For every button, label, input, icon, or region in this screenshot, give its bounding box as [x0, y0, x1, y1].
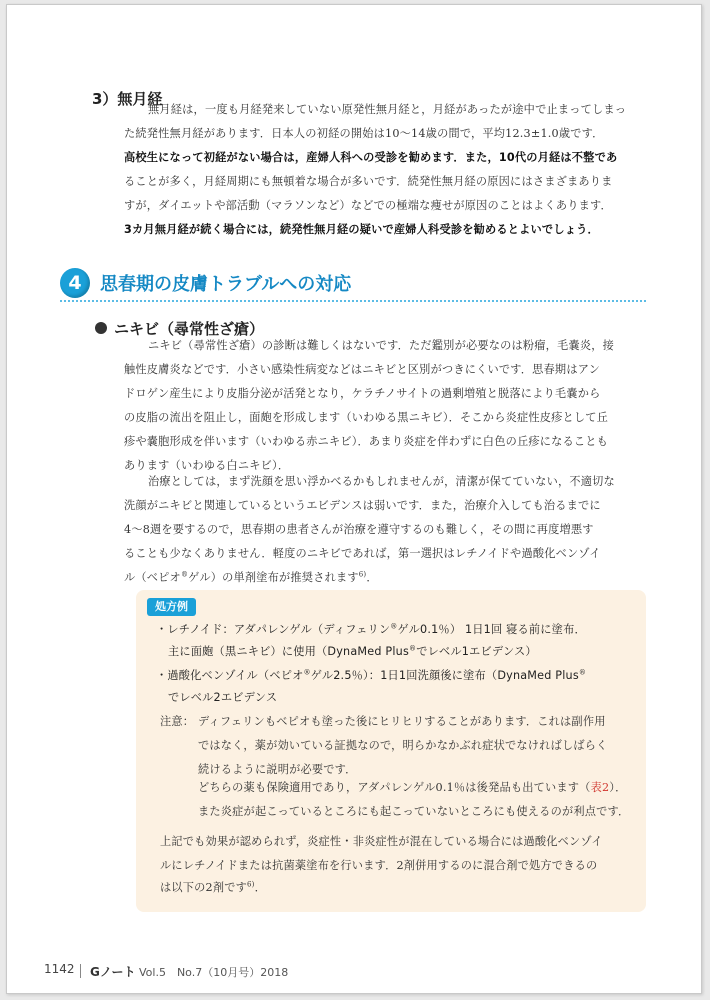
text-segment: 主に面皰（黒ニキビ）に使用（DynaMed Plus — [168, 645, 409, 658]
issue-info: Vol.5 No.7（10月号）2018 — [139, 966, 289, 979]
prescription-item: でレベル2エビデンス — [168, 691, 278, 704]
subsection-heading-acne: ニキビ（尋常性ざ瘡） — [114, 320, 265, 338]
footer-magazine — [90, 963, 288, 980]
text-segment: は以下の2剤です — [160, 881, 248, 894]
footer-divider — [80, 964, 81, 978]
note-line: 続けるように説明が必要です． — [198, 763, 357, 776]
text-segment: ・レチノイド：アダパレンゲル（ディフェリン — [156, 623, 391, 636]
paragraph-line: ることも少なくありません．軽度のニキビであれば，第一選択はレチノイドや過酸化ベンゾイ — [124, 547, 601, 560]
reference-mark: 6) — [358, 570, 367, 579]
paragraph-line: の皮脂の流出を阻止し，面皰を形成します（いわゆる黒ニキビ）．そこから炎症性皮疹として丘 — [124, 411, 609, 424]
registered-mark: ® — [303, 668, 311, 677]
text-segment: でレベル1エビデンス） — [416, 645, 537, 658]
note-line: ではなく，薬が効いている証拠なので，明らかなかぶれ症状でなければしばらく — [198, 739, 608, 752]
paragraph-line: すが，ダイエットや部活動（マラソンなど）などでの極端な痩せが原因のことはよくあります． — [124, 199, 612, 212]
paragraph-line: あります（いわゆる白ニキビ）． — [124, 459, 290, 472]
section-number-badge: 4 — [60, 268, 90, 298]
prescription-item — [156, 664, 586, 688]
text-segment: どちらの薬も保険適用であり，アダパレンゲル0.1％は後発品も出ています（ — [198, 781, 591, 794]
text-segment: ゲル0.1％） 1日1回 寝る前に塗布． — [397, 623, 586, 636]
paragraph-line: 無月経は，一度も月経発来していない原発性無月経と，月経があったが途中で止まってしまっ — [148, 103, 627, 116]
text-segment: ゲル2.5％）：1日1回洗顔後に塗布（DynaMed Plus — [310, 669, 579, 682]
paragraph-line: 高校生になって初経がない場合は，産婦人科への受診を勧めます．また，10代の月経は不整であ — [124, 151, 618, 164]
section-divider — [60, 300, 646, 302]
magazine-title: Gノート — [90, 965, 136, 979]
registered-mark: ® — [180, 570, 189, 579]
text-segment: ． — [254, 881, 267, 894]
text-segment: ． — [366, 571, 378, 584]
paragraph-line: ドロゲン産生により皮脂分泌が活発となり，ケラチノサイトの過剰増殖と脱落により毛嚢から — [124, 387, 601, 400]
prescription-tag: 処方例 — [147, 598, 196, 616]
registered-mark: ® — [578, 668, 587, 677]
text-segment: ・過酸化ベンゾイル（ベピオ — [156, 669, 304, 682]
table-reference-link[interactable]: 表2 — [590, 781, 610, 794]
note-label: 注意： — [160, 715, 195, 728]
paragraph-line — [124, 566, 378, 590]
prescription-item — [168, 640, 537, 664]
note-line: ディフェリンもベピオも塗った後にヒリヒリすることがあります．これは副作用 — [198, 715, 606, 728]
paragraph-line: ルにレチノイドまたは抗菌薬塗布を行います．2剤併用するのに混合剤で処方できるの — [160, 859, 598, 872]
prescription-item — [156, 618, 586, 642]
text-segment: ）． — [609, 781, 627, 794]
note-line — [198, 776, 626, 800]
bullet-icon — [95, 322, 107, 334]
paragraph-line: 治療としては，まず洗顔を思い浮かべるかもしれませんが，清潔が保てていない，不適切な — [148, 475, 615, 488]
paragraph-line: 上記でも効果が認められず，炎症性・非炎症性が混在している場合には過酸化ベンゾイ — [160, 835, 603, 848]
text-segment: ル（ベピオ — [124, 571, 181, 584]
registered-mark: ® — [390, 622, 398, 631]
reference-mark: 6) — [247, 880, 255, 889]
subsection-heading: 3）無月経 — [92, 90, 163, 108]
paragraph-line: 疹や嚢胞形成を伴います（いわゆる赤ニキビ）．あまり炎症を伴わずに白色の丘疹になることも — [124, 435, 609, 448]
page-number: 1142 — [44, 962, 75, 976]
paragraph-line: た続発性無月経があります．日本人の初経の開始は10～14歳の間で，平均12.3±1.0歳です． — [124, 127, 604, 140]
paragraph-line: 触性皮膚炎などです．小さい感染性病変などはニキビと区別がつきにくいです．思春期はアン — [124, 363, 601, 376]
paragraph-line: 3カ月無月経が続く場合には，続発性無月経の疑いで産婦人科受診を勧めるとよいでしょう． — [124, 223, 599, 236]
registered-mark: ® — [408, 644, 417, 653]
section-title: 思春期の皮膚トラブルへの対応 — [100, 274, 352, 295]
paragraph-line: 4～8週を要するので，思春期の患者さんが治療を遵守するのも難しく，その間に再度増悪す — [124, 523, 594, 536]
paragraph-line — [160, 876, 266, 900]
paragraph-line: ニキビ（尋常性ざ瘡）の診断は難しくはないです．ただ鑑別が必要なのは粉瘤，毛嚢炎，接 — [148, 339, 614, 352]
note-line: また炎症が起こっているところにも起こっていないところにも使えるのが利点です． — [198, 805, 630, 818]
paragraph-line: 洗顔がニキビと関連しているというエビデンスは弱いです．また，治療介入しても治るまでに — [124, 499, 601, 512]
paragraph-line: ることが多く，月経周期にも無頓着な場合が多いです．続発性無月経の原因にはさまざまありま — [124, 175, 613, 188]
text-segment: ゲル）の単剤塗布が推奨されます — [188, 571, 359, 584]
